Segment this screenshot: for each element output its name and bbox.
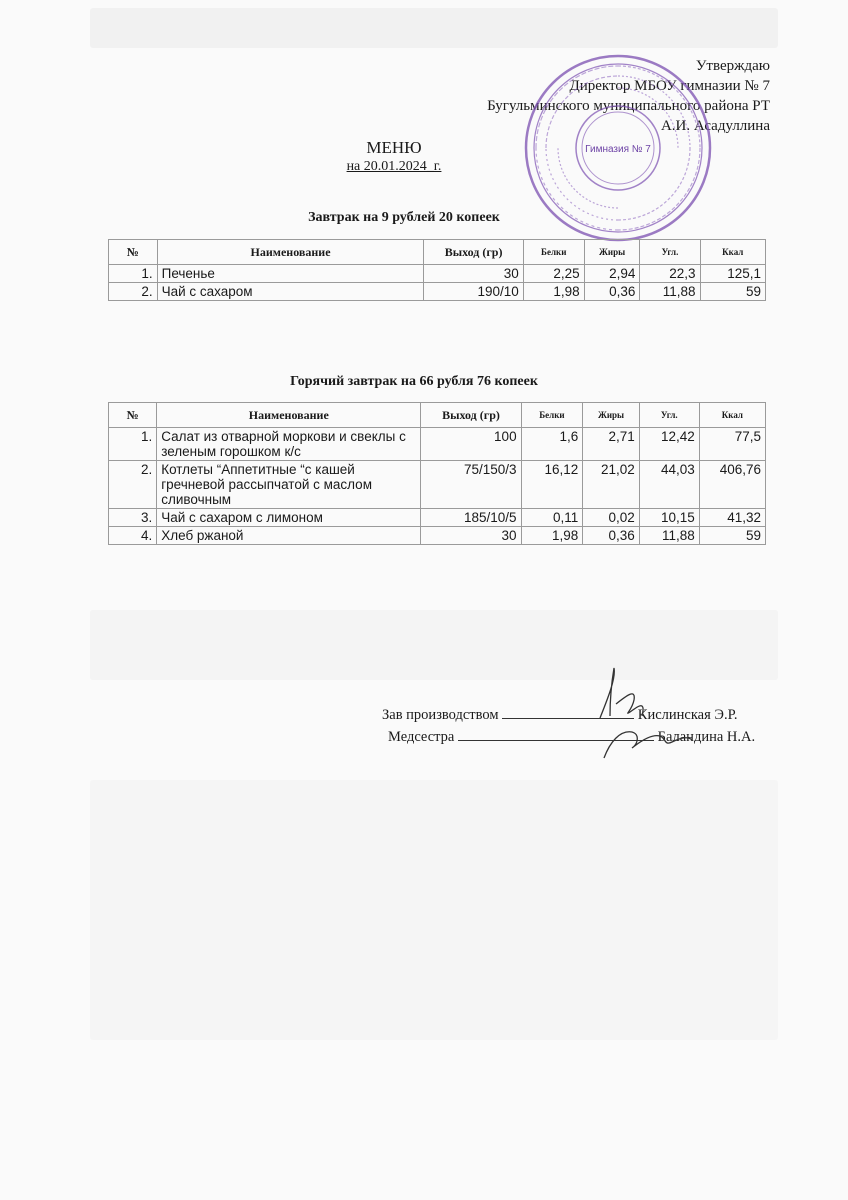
carbs-value: 44,03 — [639, 461, 699, 509]
row-number: 3. — [109, 509, 157, 527]
dish-name: Котлеты “Аппетитные “с кашей гречневой рассыпчатой с маслом сливочным — [157, 461, 421, 509]
carbs-value: 22,3 — [640, 265, 700, 283]
col-header-proteins: Белки — [521, 403, 583, 428]
scan-shadow — [90, 780, 778, 1040]
kcal-value: 125,1 — [700, 265, 765, 283]
col-header-kcal: Ккал — [700, 240, 765, 265]
table-row — [109, 428, 766, 461]
dish-name: Печенье — [157, 265, 424, 283]
proteins-value: 0,11 — [521, 509, 583, 527]
carbs-value: 10,15 — [639, 509, 699, 527]
table-header-row — [109, 403, 766, 428]
col-header-fats: Жиры — [584, 240, 640, 265]
fats-value: 0,02 — [583, 509, 640, 527]
col-header-no: № — [109, 403, 157, 428]
table-row — [109, 461, 766, 509]
carbs-value: 12,42 — [639, 428, 699, 461]
role-label: Зав производством — [382, 707, 499, 723]
breakfast-title: Завтрак на 9 рублей 20 копеек — [308, 210, 500, 225]
handwritten-signature — [580, 660, 710, 770]
row-number: 4. — [109, 527, 157, 545]
proteins-value: 1,98 — [523, 283, 584, 301]
fats-value: 0,36 — [584, 283, 640, 301]
col-header-carbs: Угл. — [639, 403, 699, 428]
col-header-name: Наименование — [157, 240, 424, 265]
kcal-value: 59 — [700, 283, 765, 301]
col-header-kcal: Ккал — [699, 403, 765, 428]
approval-line: Бугульминского муниципального района РТ — [487, 98, 770, 114]
table-row — [109, 265, 766, 283]
row-number: 1. — [109, 428, 157, 461]
output-value: 30 — [424, 265, 523, 283]
row-number: 2. — [109, 283, 158, 301]
col-header-output: Выход (гр) — [424, 240, 523, 265]
hot-breakfast-table — [108, 402, 766, 545]
fats-value: 21,02 — [583, 461, 640, 509]
table-row — [109, 527, 766, 545]
proteins-value: 2,25 — [523, 265, 584, 283]
approval-line: А.И. Асадуллина — [660, 118, 770, 134]
dish-name: Чай с сахаром — [157, 283, 424, 301]
role-label: Медсестра — [388, 729, 455, 745]
kcal-value: 77,5 — [699, 428, 765, 461]
scan-shadow — [90, 8, 778, 48]
page-title: МЕНЮ — [366, 138, 422, 157]
row-number: 2. — [109, 461, 157, 509]
hot-breakfast-title: Горячий завтрак на 66 рубля 76 копеек — [290, 374, 538, 389]
stamp-center-text: Гимназия № 7 — [585, 144, 651, 155]
fats-value: 0,36 — [583, 527, 640, 545]
output-value: 30 — [421, 527, 521, 545]
dish-name: Хлеб ржаной — [157, 527, 421, 545]
proteins-value: 16,12 — [521, 461, 583, 509]
proteins-value: 1,98 — [521, 527, 583, 545]
col-header-no: № — [109, 240, 158, 265]
kcal-value: 41,32 — [699, 509, 765, 527]
dish-name: Салат из отварной моркови и свеклы с зеленым горошком к/с — [157, 428, 421, 461]
output-value: 100 — [421, 428, 521, 461]
table-header-row — [109, 240, 766, 265]
person-name: Кислинская Э.Р. — [637, 707, 738, 723]
col-header-carbs: Угл. — [640, 240, 700, 265]
col-header-proteins: Белки — [523, 240, 584, 265]
breakfast-table — [108, 239, 766, 301]
menu-date: на 20.01.2024_г. — [346, 159, 442, 174]
kcal-value: 59 — [699, 527, 765, 545]
dish-name: Чай с сахаром с лимоном — [157, 509, 421, 527]
carbs-value: 11,88 — [640, 283, 700, 301]
output-value: 75/150/3 — [421, 461, 521, 509]
fats-value: 2,94 — [584, 265, 640, 283]
output-value: 185/10/5 — [421, 509, 521, 527]
person-name: Баландина Н.А. — [657, 729, 756, 745]
output-value: 190/10 — [424, 283, 523, 301]
col-header-fats: Жиры — [583, 403, 640, 428]
row-number: 1. — [109, 265, 158, 283]
table-row — [109, 509, 766, 527]
col-header-name: Наименование — [157, 403, 421, 428]
kcal-value: 406,76 — [699, 461, 765, 509]
table-row — [109, 283, 766, 301]
approval-line: Директор МБОУ гимназии № 7 — [569, 78, 770, 94]
approval-line: Утверждаю — [695, 58, 770, 74]
fats-value: 2,71 — [583, 428, 640, 461]
col-header-output: Выход (гр) — [421, 403, 521, 428]
proteins-value: 1,6 — [521, 428, 583, 461]
carbs-value: 11,88 — [639, 527, 699, 545]
